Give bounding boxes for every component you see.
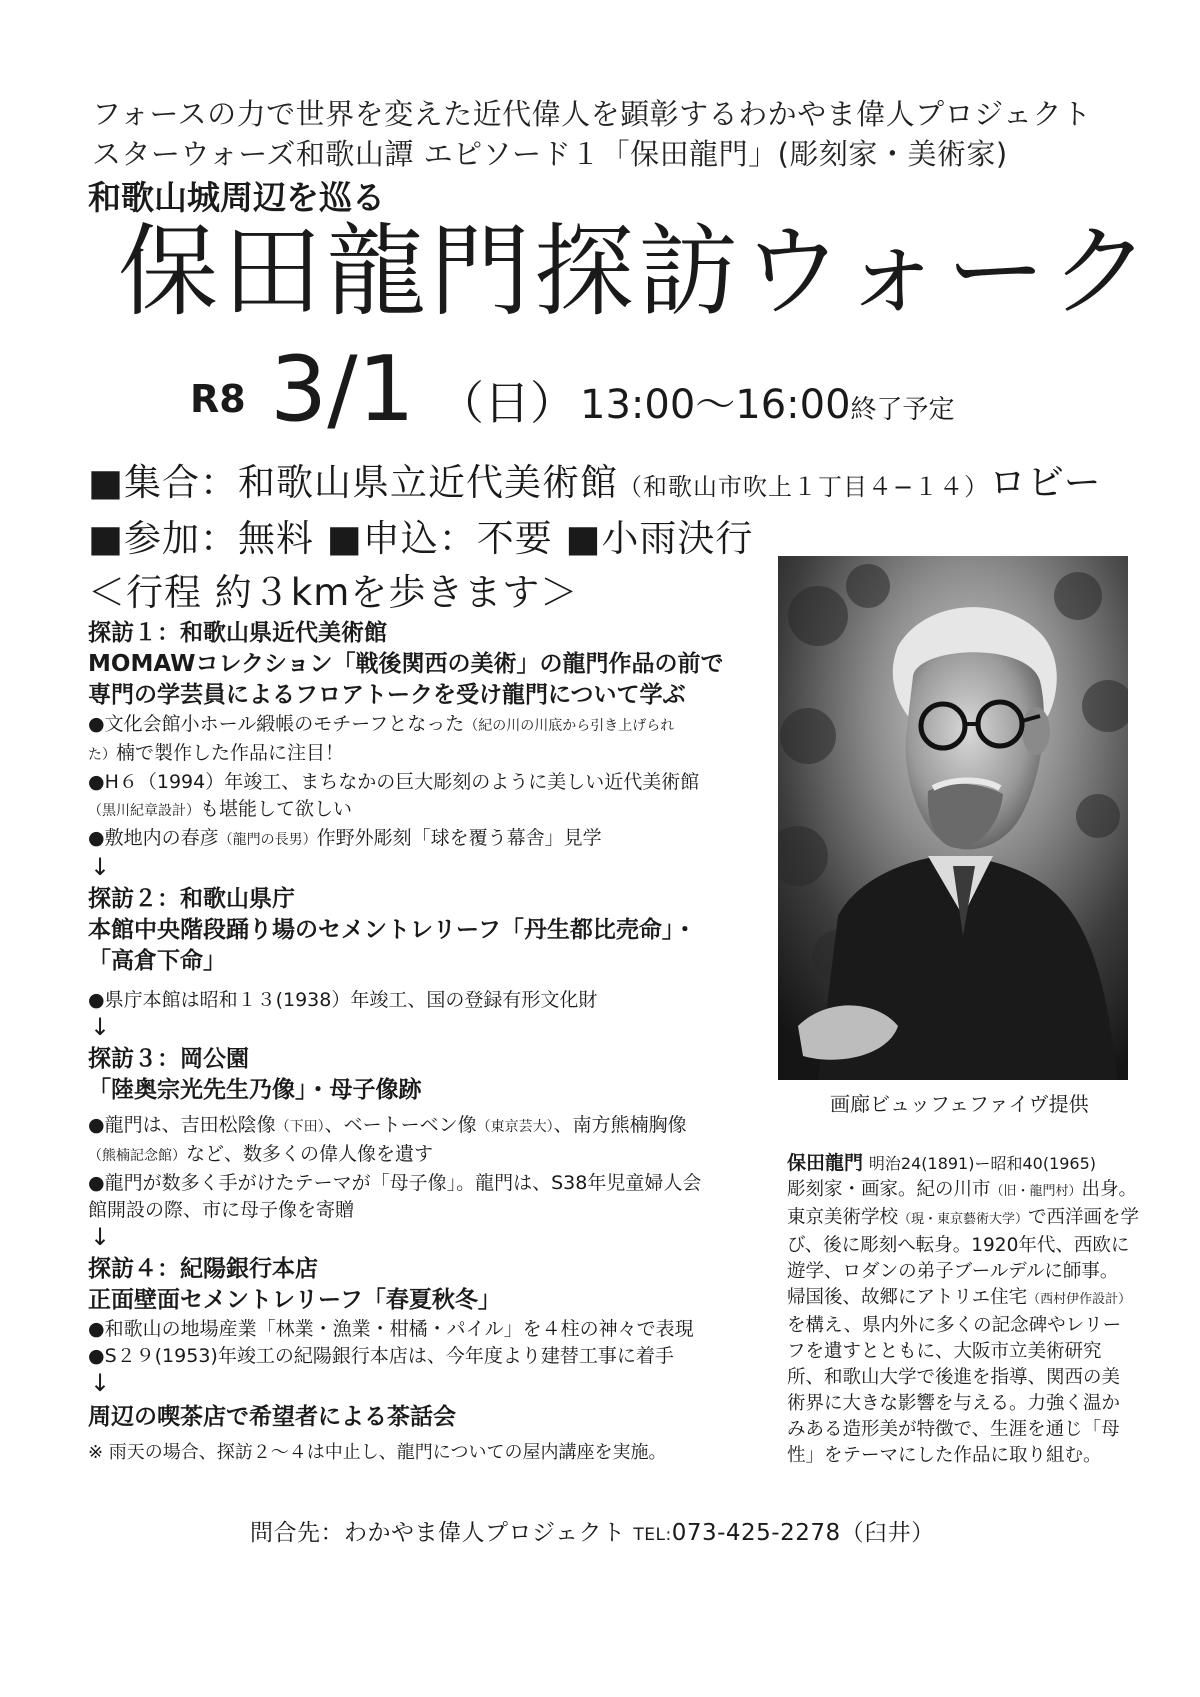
text-small: （紀の川の川底から引き上げられ <box>464 718 675 734</box>
day-of-week: （日） <box>438 376 576 430</box>
portrait-illustration <box>778 556 1128 1080</box>
stop-3-bullet-2: ●龍門が数多く手がけたテーマが「母子像」。龍門は、S38年児童婦人会 <box>88 1172 702 1194</box>
stop-1 <box>88 618 778 854</box>
end-note: 終了予定 <box>850 395 955 425</box>
fee-text: ■参加：無料 <box>88 517 314 560</box>
stop-4-bullet-1: ●和歌山の地場産業「林業・漁業・柑橘・パイル」を４柱の神々で表現 <box>88 1318 694 1340</box>
text-small: （龍門の長男） <box>218 832 317 848</box>
stop-3 <box>88 1044 778 1224</box>
stop-2-subtitle-1: 本館中央階段踊り場のセメントレリーフ「丹生都比売命」・ <box>88 917 697 943</box>
stop-4-title: 探訪４：紀陽銀行本店 <box>88 1256 318 1282</box>
down-arrow-icon: ↓ <box>90 1223 111 1251</box>
text: 、ベートーベン像 <box>324 1114 477 1136</box>
bio-line: 術界に大きな影響を与える。力強く温か <box>787 1393 1121 1414</box>
bio-line: 所、和歌山大学で後進を指導、関西の美 <box>787 1367 1121 1388</box>
bio-line <box>787 1177 1137 1205</box>
bio-line: 遊学、ロダンの弟子ブールデルに師事。 <box>787 1261 1119 1282</box>
text: 彫刻家・画家。紀の川市 <box>787 1179 991 1200</box>
itinerary <box>88 618 778 1468</box>
stop-4-bullet-2: ●S２９(1953)年竣工の紀陽銀行本店は、今年度より建替工事に着手 <box>88 1345 674 1367</box>
text: 帰国後、故郷にアトリエ住宅 <box>787 1287 1028 1308</box>
text: 東京美術学校 <box>787 1207 899 1228</box>
bio-line <box>787 1205 1140 1233</box>
stop-1-subtitle-2: 専門の学芸員によるフロアトークを受け龍門について学ぶ <box>88 682 686 708</box>
meeting-address: （和歌山市吹上１丁目４−１４） <box>617 473 990 501</box>
text: 出身。 <box>1081 1179 1138 1200</box>
biography <box>787 1150 1140 1469</box>
contact-info <box>250 1514 935 1547</box>
text-small: （黒川紀章設計） <box>88 803 200 819</box>
bio-line: フを遺すとともに、大阪市立美術研究 <box>787 1341 1102 1362</box>
text: など、数多くの偉人像を遺す <box>186 1143 434 1165</box>
text-small: た） <box>88 747 116 763</box>
stop-4-subtitle-1: 正面壁面セメントレリーフ「春夏秋冬」 <box>88 1287 501 1313</box>
era-label: R8 <box>190 377 246 421</box>
event-date <box>270 337 415 442</box>
event-time <box>580 382 955 428</box>
text: 作野外彫刻「球を覆う幕舎」見学 <box>316 827 602 849</box>
stop-4 <box>88 1254 778 1370</box>
stop-3-bullet-2-cont: 館開設の際、市に母子像を寄贈 <box>88 1199 355 1221</box>
text: ●敷地内の春彦 <box>88 827 219 849</box>
bio-line: び、後に彫刻へ転身。1920年代、西欧に <box>787 1235 1130 1256</box>
closing-event: 周辺の喫茶店で希望者による茶話会 <box>88 1404 456 1430</box>
event-day <box>438 376 576 430</box>
portrait-photo <box>778 556 1128 1080</box>
date-value: 3/1 <box>270 337 415 442</box>
stop-3-bullet-1 <box>88 1112 778 1141</box>
header-line-2: スターウォーズ和歌山譚 エピソード１「保田龍門」(彫刻家・美術家) <box>92 137 1008 171</box>
text-small: （旧・龍門村） <box>990 1184 1082 1199</box>
bio-header <box>787 1150 1137 1177</box>
stop-1-bullet-2: ●H６（1994）年竣工、まちなかの巨大彫刻のように美しい近代美術館 <box>88 771 700 793</box>
stop-1-subtitle-1: MOMAWコレクション「戦後関西の美術」の龍門作品の前で <box>88 651 724 677</box>
text-small: （下田） <box>275 1119 325 1135</box>
page-title: 保田龍門探訪ウォーク <box>118 213 1154 330</box>
tel-number[interactable]: 073-425-2278 <box>671 1520 841 1546</box>
text: 楠で製作した作品に注目！ <box>116 742 345 764</box>
meeting-label: ■集合：和歌山県立近代美術館 <box>88 461 618 504</box>
text: も堪能して欲しい <box>200 798 353 820</box>
text: 、南方熊楠胸像 <box>553 1114 687 1136</box>
text: ●文化会館小ホール緞帳のモチーフとなった <box>88 713 465 735</box>
photo-caption: 画廊ビュッフェファイヴ提供 <box>830 1092 1089 1116</box>
text-small: （西村伊作設計） <box>1027 1292 1132 1307</box>
participation-info <box>88 508 753 562</box>
application-text: ■申込：不要 <box>326 517 553 560</box>
bio-line: を構え、県内外に多くの記念碑やレリー <box>787 1315 1122 1336</box>
meeting-info <box>88 452 1102 506</box>
stop-2-bullet-1: ●県庁本館は昭和１３(1938）年竣工、国の登録有形文化財 <box>88 989 598 1011</box>
header-line-1: フォースの力で世界を変えた近代偉人を顕彰するわかやま偉人プロジェクト <box>92 97 1092 131</box>
contact-person: （臼井） <box>840 1520 935 1546</box>
rain-note: ※ 雨天の場合、探訪２～４は中止し、龍門についての屋内講座を実施。 <box>88 1442 667 1463</box>
bio-line <box>787 1285 1137 1313</box>
text-small: （東京芸大） <box>476 1119 554 1135</box>
down-arrow-icon: ↓ <box>90 853 111 881</box>
stop-1-bullet-2-cont <box>88 796 778 825</box>
bio-line: 性」をテーマにした作品に取り組む。 <box>787 1445 1102 1466</box>
bio-dates: 明治24(1891)ー昭和40(1965) <box>868 1154 1097 1173</box>
down-arrow-icon: ↓ <box>90 1013 111 1041</box>
stop-1-bullet-1 <box>88 711 778 740</box>
event-era <box>190 377 246 421</box>
bio-line: みある造形美が特徴で、生涯を通じ「母 <box>787 1419 1120 1440</box>
stop-3-bullet-1-cont <box>88 1141 778 1170</box>
text-small: （熊楠記念館） <box>88 1148 186 1164</box>
contact-label: 問合先：わかやま偉人プロジェクト <box>250 1520 626 1546</box>
stop-3-title: 探訪３：岡公園 <box>88 1046 249 1072</box>
tel-label: TEL: <box>633 1525 672 1545</box>
time-range: 13:00～16:00 <box>580 382 851 428</box>
stop-2-subtitle-2: 「高倉下命」 <box>88 948 226 974</box>
stop-2-title: 探訪２：和歌山県庁 <box>88 886 295 912</box>
weather-text: ■小雨決行 <box>565 517 754 560</box>
text: で西洋画を学 <box>1028 1207 1140 1228</box>
meeting-place: ロビー <box>989 461 1102 504</box>
stop-1-bullet-3 <box>88 825 778 854</box>
course-summary: ＜行程 約３kmを歩きます＞ <box>88 571 579 614</box>
stop-1-bullet-1-cont <box>88 740 778 769</box>
text: ●龍門は、吉田松陰像 <box>88 1114 276 1136</box>
down-arrow-icon: ↓ <box>90 1369 111 1397</box>
text-small: （現・東京藝術大学） <box>898 1212 1029 1227</box>
bio-name: 保田龍門 <box>787 1152 864 1174</box>
lead-text: 和歌山城周辺を巡る <box>88 178 385 217</box>
stop-2 <box>88 884 778 1014</box>
stop-3-subtitle-1: 「陸奥宗光先生乃像」・母子像跡 <box>88 1077 422 1103</box>
stop-1-title: 探訪１：和歌山県近代美術館 <box>88 620 387 646</box>
